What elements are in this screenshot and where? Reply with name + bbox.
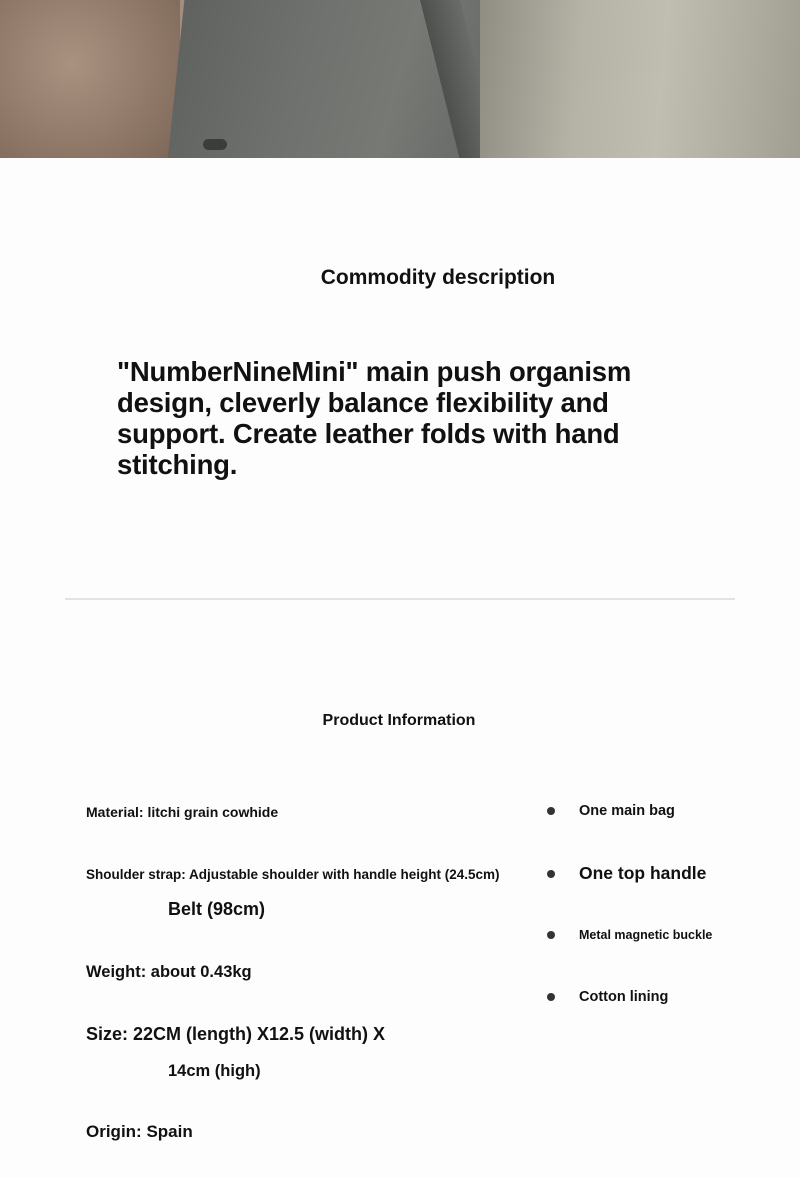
spec-shoulder-strap: Shoulder strap: Adjustable shoulder with handle height (24.5cm) (86, 867, 500, 882)
spec-material: Material: litchi grain cowhide (86, 804, 279, 820)
feature-item (547, 863, 706, 884)
coat-button (203, 139, 227, 150)
hero-background-ground (0, 0, 180, 158)
hero-photo (0, 0, 800, 158)
bullet-dot-icon (547, 931, 555, 939)
product-description: "NumberNineMini" main push organism design, cleverly balance flexibility and support. Create leather folds with hand stitching. (117, 356, 632, 480)
feature-label: One main bag (579, 803, 675, 819)
hero-coat-light (480, 0, 800, 158)
bullet-dot-icon (547, 993, 555, 1001)
bullet-dot-icon (547, 870, 555, 878)
bullet-dot-icon (547, 807, 555, 815)
feature-item (547, 803, 675, 819)
feature-label: Cotton lining (579, 989, 669, 1005)
spec-size-height: 14cm (high) (168, 1062, 261, 1080)
spec-weight: Weight: about 0.43kg (86, 963, 252, 981)
commodity-description-title: Commodity description (320, 266, 556, 289)
feature-item (547, 928, 712, 942)
product-information-title: Product Information (322, 712, 476, 729)
spec-origin: Origin: Spain (86, 1122, 193, 1141)
section-divider (65, 598, 735, 600)
feature-item (547, 989, 668, 1005)
spec-belt: Belt (98cm) (168, 899, 266, 919)
feature-label: One top handle (579, 863, 707, 883)
feature-label: Metal magnetic buckle (579, 928, 713, 942)
spec-size: Size: 22CM (length) X12.5 (width) X (86, 1024, 386, 1044)
